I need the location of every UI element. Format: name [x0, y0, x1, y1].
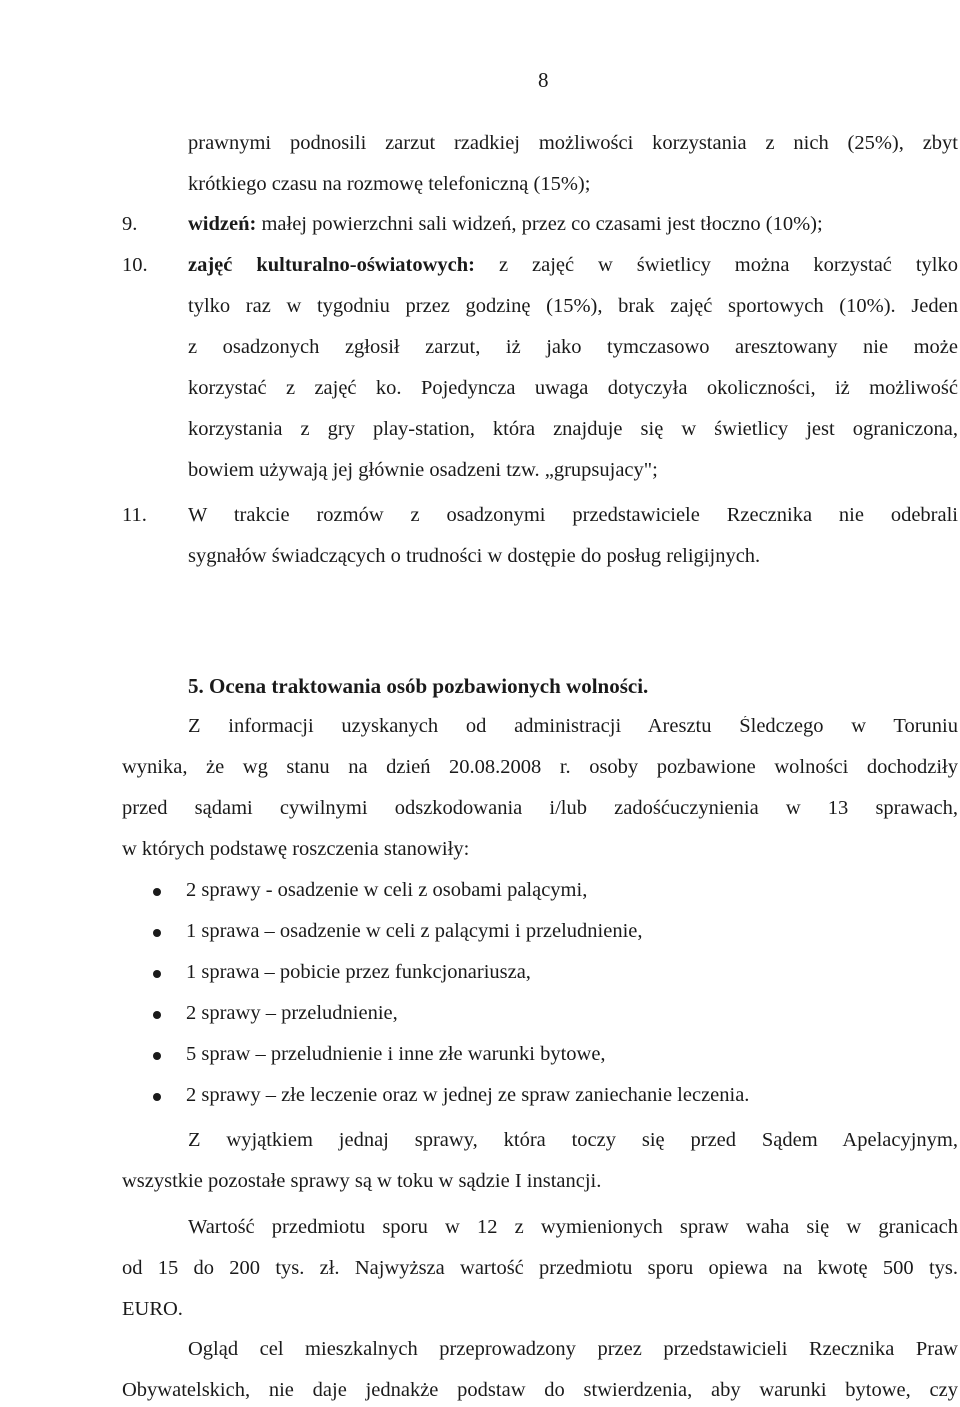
- bullet-icon: [153, 929, 161, 937]
- text-line: Z informacji uzyskanych od administracji Aresztu Śledczego w Toruniu: [188, 716, 958, 737]
- text-line: prawnymi podnosili zarzut rzadkiej możliwości korzystania z nich (25%), zbyt: [188, 133, 958, 154]
- list-number: 9.: [122, 213, 138, 235]
- list-item-text: małej powierzchni sali widzeń, przez co czasami jest tłoczno (10%);: [256, 213, 823, 235]
- list-item: 1 sprawa – pobicie przez funkcjonariusza,: [186, 961, 531, 983]
- bullet-icon: [153, 1052, 161, 1060]
- text-line: Ogląd cel mieszkalnych przeprowadzony przez przedstawicieli Rzecznika Praw: [188, 1339, 958, 1360]
- text-line: W trakcie rozmów z osadzonymi przedstawiciele Rzecznika nie odebrali: [188, 505, 958, 526]
- text-line: EURO.: [122, 1298, 183, 1320]
- list-item-9: [188, 214, 823, 235]
- text-line: wszystkie pozostałe sprawy są w toku w sądzie I instancji.: [122, 1170, 602, 1192]
- text-line: korzystać z zajęć ko. Pojedyncza uwaga dotyczyła okoliczności, iż możliwość: [188, 378, 958, 399]
- list-item-text: z zajęć w świetlicy można korzystać tylko: [475, 255, 958, 276]
- text-line: z osadzonych zgłosił zarzut, iż jako tymczasowo aresztowany nie może: [188, 337, 958, 358]
- list-number: 10.: [122, 254, 148, 276]
- list-item-term: zajęć kulturalno-oświatowych:: [188, 255, 476, 276]
- bullet-icon: [153, 1093, 161, 1101]
- list-item-10: [188, 255, 958, 279]
- text-line: Obywatelskich, nie daje jednakże podstaw do stwierdzenia, aby warunki bytowe, czy: [122, 1380, 958, 1401]
- bullet-icon: [153, 1011, 161, 1019]
- text-line: w których podstawę roszczenia stanowiły:: [122, 838, 470, 860]
- text-line: Wartość przedmiotu sporu w 12 z wymienionych spraw waha się w granicach: [188, 1217, 958, 1238]
- bullet-icon: [153, 970, 161, 978]
- list-item: 2 sprawy – przeludnienie,: [186, 1002, 398, 1024]
- list-number: 11.: [122, 504, 147, 526]
- text-line: sygnałów świadczących o trudności w dostępie do posług religijnych.: [188, 545, 761, 567]
- section-heading: 5. Ocena traktowania osób pozbawionych wolności.: [188, 674, 649, 698]
- list-item: 1 sprawa – osadzenie w celi z palącymi i przeludnienie,: [186, 920, 643, 942]
- text-line: korzystania z gry play-station, która znajduje się w świetlicy jest ograniczona,: [188, 419, 958, 440]
- text-line: krótkiego czasu na rozmowę telefoniczną (15%);: [188, 173, 591, 195]
- page-number: 8: [538, 68, 549, 92]
- list-item: 5 spraw – przeludnienie i inne złe warunki bytowe,: [186, 1043, 606, 1065]
- text-line: bowiem używają jej głównie osadzeni tzw. „grupsujacy";: [188, 459, 658, 481]
- text-line: wynika, że wg stanu na dzień 20.08.2008 r. osoby pozbawione wolności dochodziły: [122, 757, 958, 778]
- bullet-icon: [153, 888, 161, 896]
- text-line: Z wyjątkiem jednaj sprawy, która toczy się przed Sądem Apelacyjnym,: [188, 1130, 958, 1151]
- text-line: od 15 do 200 tys. zł. Najwyższa wartość przedmiotu sporu opiewa na kwotę 500 tys.: [122, 1258, 958, 1279]
- text-line: przed sądami cywilnymi odszkodowania i/lub zadośćuczynienia w 13 sprawach,: [122, 798, 958, 819]
- text-line: tylko raz w tygodniu przez godzinę (15%), brak zajęć sportowych (10%). Jeden: [188, 296, 958, 317]
- list-item-term: widzeń:: [188, 213, 257, 235]
- list-item: 2 sprawy – złe leczenie oraz w jednej ze spraw zaniechanie leczenia.: [186, 1084, 750, 1106]
- list-item: 2 sprawy - osadzenie w celi z osobami palącymi,: [186, 879, 588, 901]
